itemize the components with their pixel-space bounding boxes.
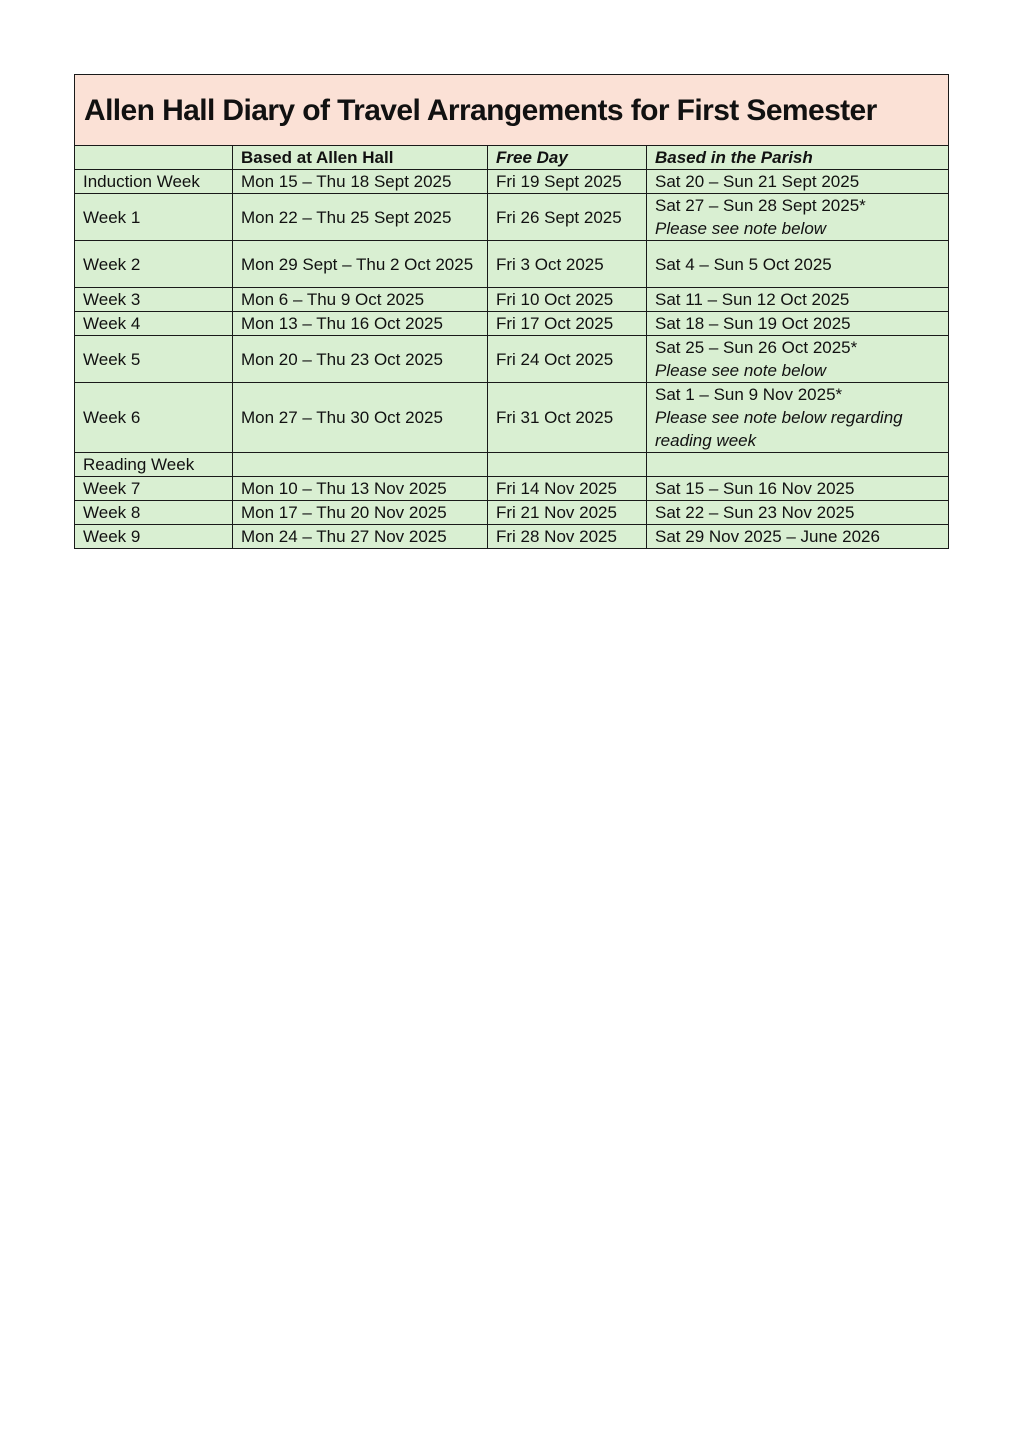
parish-note: Please see note below — [655, 219, 827, 238]
allen-hall-cell: Mon 15 – Thu 18 Sept 2025 — [233, 170, 488, 194]
parish-cell: Sat 20 – Sun 21 Sept 2025 — [647, 170, 949, 194]
week-cell: Week 5 — [75, 336, 233, 383]
allen-hall-cell: Mon 10 – Thu 13 Nov 2025 — [233, 477, 488, 501]
allen-hall-cell: Mon 13 – Thu 16 Oct 2025 — [233, 312, 488, 336]
parish-cell: Sat 18 – Sun 19 Oct 2025 — [647, 312, 949, 336]
week-cell: Induction Week — [75, 170, 233, 194]
header-allen-hall: Based at Allen Hall — [233, 146, 488, 170]
free-day-cell: Fri 10 Oct 2025 — [488, 288, 647, 312]
parish-cell — [647, 194, 949, 241]
table-row — [75, 477, 949, 501]
free-day-cell: Fri 14 Nov 2025 — [488, 477, 647, 501]
week-cell: Week 4 — [75, 312, 233, 336]
week-cell: Week 8 — [75, 501, 233, 525]
table-row — [75, 453, 949, 477]
header-week — [75, 146, 233, 170]
parish-cell: Sat 11 – Sun 12 Oct 2025 — [647, 288, 949, 312]
parish-cell — [647, 336, 949, 383]
week-cell: Week 1 — [75, 194, 233, 241]
table-row — [75, 383, 949, 453]
parish-cell: Sat 29 Nov 2025 – June 2026 — [647, 525, 949, 549]
parish-dates: Sat 25 – Sun 26 Oct 2025* — [655, 338, 858, 357]
week-cell: Week 9 — [75, 525, 233, 549]
document-title: Allen Hall Diary of Travel Arrangements for First Semester — [75, 75, 949, 146]
allen-hall-cell: Mon 22 – Thu 25 Sept 2025 — [233, 194, 488, 241]
parish-note: Please see note below — [655, 361, 827, 380]
table-row — [75, 336, 949, 383]
parish-cell — [647, 453, 949, 477]
parish-cell: Sat 15 – Sun 16 Nov 2025 — [647, 477, 949, 501]
schedule-table — [74, 74, 949, 549]
header-row — [75, 146, 949, 170]
free-day-cell: Fri 17 Oct 2025 — [488, 312, 647, 336]
header-parish: Based in the Parish — [647, 146, 949, 170]
allen-hall-cell — [233, 453, 488, 477]
allen-hall-cell: Mon 20 – Thu 23 Oct 2025 — [233, 336, 488, 383]
allen-hall-cell: Mon 6 – Thu 9 Oct 2025 — [233, 288, 488, 312]
parish-note: Please see note below regarding reading week — [655, 408, 903, 450]
free-day-cell: Fri 26 Sept 2025 — [488, 194, 647, 241]
table-row — [75, 312, 949, 336]
travel-arrangements-document — [74, 74, 948, 549]
parish-cell — [647, 383, 949, 453]
allen-hall-cell: Mon 29 Sept – Thu 2 Oct 2025 — [233, 241, 488, 288]
week-cell: Reading Week — [75, 453, 233, 477]
parish-cell: Sat 4 – Sun 5 Oct 2025 — [647, 241, 949, 288]
free-day-cell: Fri 24 Oct 2025 — [488, 336, 647, 383]
table-row — [75, 194, 949, 241]
header-free-day: Free Day — [488, 146, 647, 170]
free-day-cell — [488, 453, 647, 477]
free-day-cell: Fri 28 Nov 2025 — [488, 525, 647, 549]
week-cell: Week 6 — [75, 383, 233, 453]
free-day-cell: Fri 21 Nov 2025 — [488, 501, 647, 525]
parish-cell: Sat 22 – Sun 23 Nov 2025 — [647, 501, 949, 525]
free-day-cell: Fri 3 Oct 2025 — [488, 241, 647, 288]
allen-hall-cell: Mon 27 – Thu 30 Oct 2025 — [233, 383, 488, 453]
table-row — [75, 525, 949, 549]
week-cell: Week 2 — [75, 241, 233, 288]
table-row — [75, 241, 949, 288]
allen-hall-cell: Mon 24 – Thu 27 Nov 2025 — [233, 525, 488, 549]
allen-hall-cell: Mon 17 – Thu 20 Nov 2025 — [233, 501, 488, 525]
free-day-cell: Fri 19 Sept 2025 — [488, 170, 647, 194]
week-cell: Week 3 — [75, 288, 233, 312]
free-day-cell: Fri 31 Oct 2025 — [488, 383, 647, 453]
parish-dates: Sat 27 – Sun 28 Sept 2025* — [655, 196, 866, 215]
parish-dates: Sat 1 – Sun 9 Nov 2025* — [655, 385, 843, 404]
table-row — [75, 288, 949, 312]
table-row — [75, 170, 949, 194]
week-cell: Week 7 — [75, 477, 233, 501]
table-row — [75, 501, 949, 525]
